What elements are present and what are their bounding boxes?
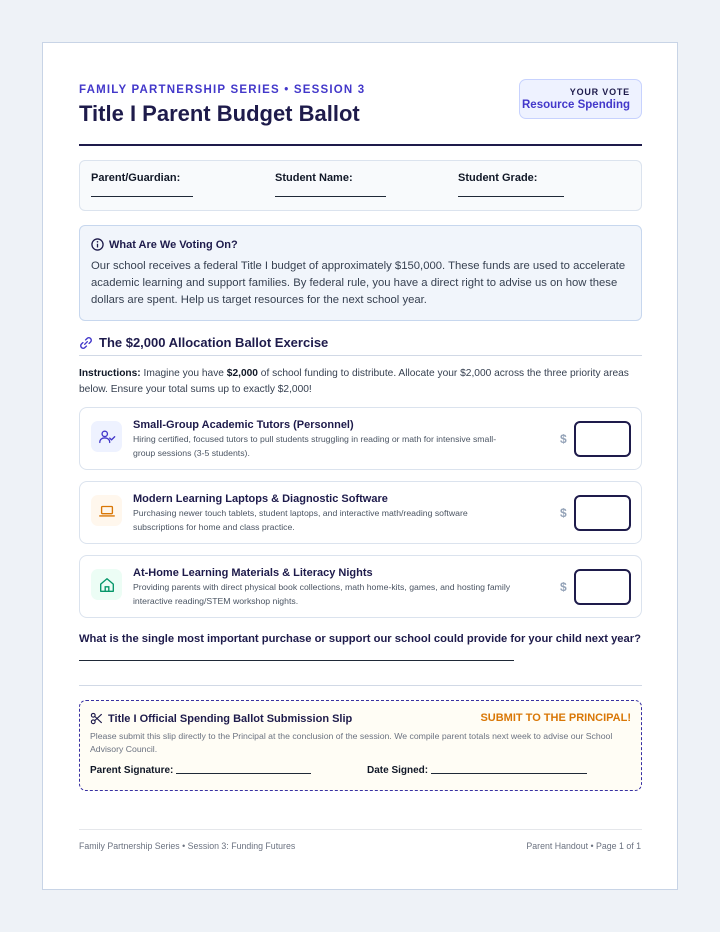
instructions-label: Instructions:	[79, 368, 141, 379]
currency-symbol: $	[560, 580, 567, 594]
footer-page-info: Parent Handout • Page 1 of 1	[526, 841, 641, 851]
section-divider	[79, 685, 642, 686]
signature-field[interactable]	[90, 765, 311, 776]
laptops-amount-input[interactable]	[574, 495, 631, 531]
scissors-icon	[90, 712, 103, 725]
student-name-label: Student Name:	[275, 172, 353, 184]
voting-info-title: What Are We Voting On?	[109, 238, 238, 251]
instructions-pre: Imagine you have	[140, 368, 227, 379]
parent-guardian-field[interactable]	[91, 172, 193, 197]
header-divider	[79, 144, 642, 146]
parent-guardian-line[interactable]	[91, 196, 193, 197]
voting-info-box	[79, 225, 642, 321]
student-grade-field[interactable]	[458, 172, 564, 197]
option-icon-box	[91, 495, 122, 526]
instructions-text	[79, 366, 642, 398]
option-icon-box	[91, 421, 122, 452]
link-icon	[79, 336, 93, 350]
exercise-heading	[79, 335, 328, 350]
exercise-divider	[79, 355, 642, 356]
option-title: At-Home Learning Materials & Literacy Nights	[133, 567, 373, 579]
slip-call-to-action: SUBMIT TO THE PRINCIPAL!	[480, 712, 631, 724]
ballot-page	[42, 42, 678, 890]
option-card-tutors	[79, 407, 642, 470]
option-title: Modern Learning Laptops & Diagnostic Software	[133, 493, 388, 505]
home-icon	[98, 576, 116, 594]
option-description: Hiring certified, focused tutors to pull students struggling in reading or math for intensive small-group sessions (3-5 students).	[133, 434, 497, 458]
vote-badge	[519, 79, 642, 119]
student-name-line[interactable]	[275, 196, 386, 197]
option-description: Providing parents with direct physical book collections, math home-kits, games, and hosting family interactive reading/STEM workshop nights.	[133, 582, 511, 606]
voting-info-heading	[91, 238, 238, 251]
slip-instructions: Please submit this slip directly to the Principal at the conclusion of the session. We compile parent totals next week to advise our School Advisory Council.	[90, 731, 613, 754]
student-info-box	[79, 160, 642, 211]
signature-label: Parent Signature:	[90, 765, 174, 776]
student-grade-line[interactable]	[458, 196, 564, 197]
voting-info-text: Our school receives a federal Title I budget of approximately $150,000. These funds are used to accelerate academic learning and support families. By federal rule, you have a direct right to advise us on how these dollars are spent. Help us target resources for the next school year.	[91, 260, 626, 306]
option-description: Purchasing newer touch tablets, student laptops, and interactive math/reading software subscriptions for home and class practice.	[133, 508, 468, 532]
slip-title: Title I Official Spending Ballot Submission Slip	[108, 712, 353, 725]
footer-divider	[79, 829, 642, 830]
series-kicker: FAMILY PARTNERSHIP SERIES • SESSION 3	[79, 84, 366, 96]
option-icon-box	[91, 569, 122, 600]
footer-series: Family Partnership Series • Session 3: Funding Futures	[79, 841, 296, 851]
date-signed-line[interactable]	[431, 773, 587, 774]
priority-answer-line[interactable]	[79, 660, 514, 661]
option-card-laptops	[79, 481, 642, 544]
slip-heading	[90, 712, 352, 725]
student-grade-label: Student Grade:	[458, 172, 538, 184]
info-icon	[91, 238, 104, 251]
option-card-home-materials	[79, 555, 642, 618]
parent-guardian-label: Parent/Guardian:	[91, 172, 181, 184]
signature-line[interactable]	[176, 773, 311, 774]
page-title: Title I Parent Budget Ballot	[79, 101, 360, 126]
vote-badge-label: YOUR VOTE	[569, 87, 630, 97]
exercise-title: The $2,000 Allocation Ballot Exercise	[99, 335, 329, 350]
currency-symbol: $	[560, 432, 567, 446]
home-materials-amount-input[interactable]	[574, 569, 631, 605]
users-icon	[98, 428, 116, 446]
date-signed-label: Date Signed:	[367, 765, 429, 776]
date-signed-field[interactable]	[367, 765, 587, 776]
instructions-amount: $2,000	[226, 368, 258, 379]
priority-question: What is the single most important purchase or support our school could provide for your child next year?	[79, 633, 641, 645]
option-title: Small-Group Academic Tutors (Personnel)	[133, 419, 354, 431]
submission-slip	[79, 700, 642, 791]
currency-symbol: $	[560, 506, 567, 520]
vote-badge-value: Resource Spending	[522, 99, 630, 111]
tutors-amount-input[interactable]	[574, 421, 631, 457]
laptop-icon	[98, 502, 116, 520]
student-name-field[interactable]	[275, 172, 386, 197]
instructions-post: of school funding to distribute. Allocate your $2,000 across the three priority areas below. Ensure your total sums up to exactly $2,000!	[79, 368, 629, 395]
